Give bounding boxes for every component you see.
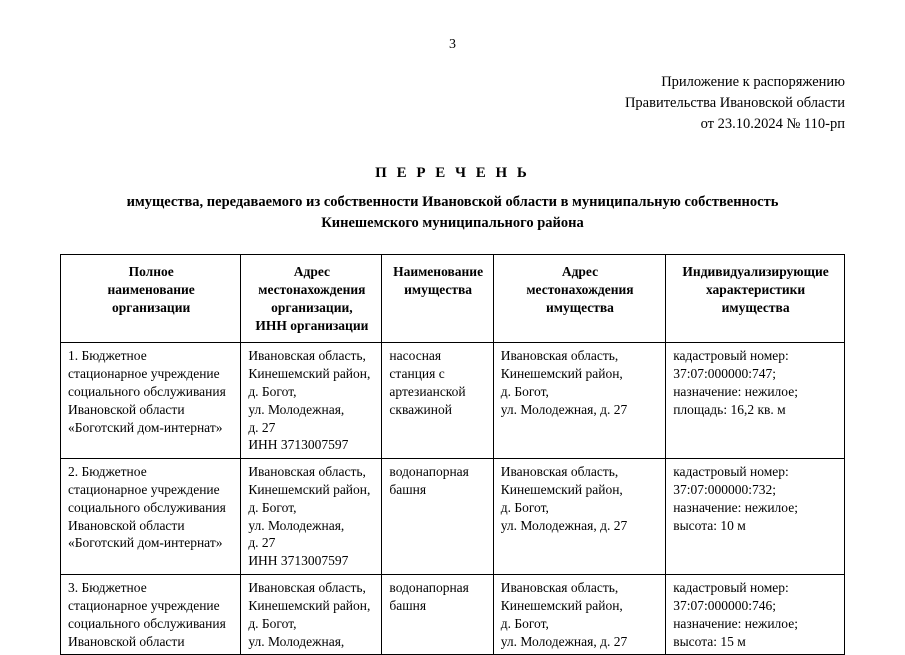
text-line: Кинешемский район, — [500, 366, 623, 382]
header-line: Полное — [128, 264, 174, 280]
text-line: Кинешемский район, — [500, 597, 623, 613]
property-table — [60, 254, 845, 655]
text-line: социального обслуживания — [68, 499, 226, 515]
text-line: башня — [389, 482, 427, 498]
text-line: д. 27 — [248, 419, 276, 435]
header-line: имущества — [404, 281, 473, 297]
cell-property-address — [493, 459, 665, 575]
text-line: назначение: нежилое; — [673, 615, 798, 631]
document-subtitle-line-2: Кинешемского муниципального района — [321, 215, 584, 232]
text-line: д. Богот, — [248, 499, 297, 515]
cell-organization-address — [241, 575, 382, 655]
text-line: кадастровый номер: — [673, 580, 789, 596]
text-line: 1. Бюджетное — [68, 348, 147, 364]
text-line: водонапорная — [389, 464, 469, 480]
cell-property-name — [382, 343, 493, 459]
cell-organization — [61, 343, 241, 459]
text-line: ул. Молодежная, — [248, 633, 345, 649]
cell-characteristics — [666, 459, 845, 575]
page-number: 3 — [449, 37, 456, 52]
cell-characteristics — [666, 575, 845, 655]
header-line: характеристики — [705, 281, 806, 297]
text-line: площадь: 16,2 кв. м — [673, 401, 786, 417]
header-line: Адрес — [561, 264, 599, 280]
text-line: водонапорная — [389, 580, 469, 596]
table-row — [61, 459, 845, 575]
text-line: д. Богот, — [500, 615, 549, 631]
column-header-property-name — [382, 255, 493, 343]
text-line: Кинешемский район, — [248, 482, 371, 498]
text-line: Кинешемский район, — [248, 597, 371, 613]
text-line: 37:07:000000:732; — [673, 482, 776, 498]
text-line: Кинешемский район, — [500, 482, 623, 498]
header-line: ИНН организации — [255, 317, 369, 333]
cell-organization-address — [241, 343, 382, 459]
cell-property-address — [493, 575, 665, 655]
column-header-characteristics — [666, 255, 845, 343]
cell-property-address — [493, 343, 665, 459]
cell-property-name — [382, 575, 493, 655]
text-line: назначение: нежилое; — [673, 499, 798, 515]
text-line: ул. Молодежная, — [248, 517, 345, 533]
text-line: Ивановская область, — [500, 464, 619, 480]
text-line: Ивановская область, — [248, 348, 366, 364]
text-line: кадастровый номер: — [673, 464, 789, 480]
table-row — [61, 575, 845, 655]
text-line: высота: 15 м — [673, 633, 746, 649]
text-line: насосная — [389, 348, 442, 364]
text-line: д. Богот, — [500, 383, 549, 399]
text-line: стационарное учреждение — [68, 366, 220, 382]
document-subtitle-line-1: имущества, передаваемого из собственности Ивановской области в муниципальную собственность — [126, 194, 779, 211]
document-title: П Е Р Е Ч Е Н Ь — [375, 165, 530, 182]
header-line: организации — [112, 299, 191, 315]
text-line: скважиной — [389, 401, 452, 417]
text-line: 3. Бюджетное — [68, 580, 147, 596]
text-line: ул. Молодежная, д. 27 — [500, 401, 628, 417]
text-line: Ивановская область, — [248, 580, 366, 596]
appendix-line-2: Правительства Ивановской области — [624, 95, 845, 112]
header-line: Наименование — [393, 264, 484, 280]
text-line: ул. Молодежная, — [248, 401, 345, 417]
text-line: Ивановская область, — [500, 580, 619, 596]
text-line: станция с — [389, 366, 445, 382]
header-line: местонахождения — [258, 281, 366, 297]
text-line: социального обслуживания — [68, 383, 226, 399]
text-line: назначение: нежилое; — [673, 383, 798, 399]
appendix-line-1: Приложение к распоряжению — [661, 74, 845, 90]
text-line: «Боготский дом-интернат» — [68, 535, 223, 551]
text-line: ул. Молодежная, д. 27 — [500, 517, 628, 533]
text-line: артезианской — [389, 383, 466, 399]
text-line: высота: 10 м — [673, 517, 746, 533]
text-line: ИНН 3713007597 — [248, 437, 349, 453]
text-line: 37:07:000000:747; — [673, 366, 776, 382]
text-line: башня — [389, 597, 427, 613]
cell-organization-address — [241, 459, 382, 575]
text-line: 2. Бюджетное — [68, 464, 147, 480]
header-line: организации, — [271, 299, 353, 315]
header-line: местонахождения — [526, 281, 634, 297]
text-line: «Боготский дом-интернат» — [68, 419, 223, 435]
header-line: Адрес — [293, 264, 330, 280]
text-line: Ивановской области — [68, 633, 185, 649]
text-line: д. Богот, — [248, 383, 297, 399]
text-line: социального обслуживания — [68, 615, 226, 631]
header-line: имущества — [721, 299, 790, 315]
text-line: 37:07:000000:746; — [673, 597, 776, 613]
table-row — [61, 343, 845, 459]
cell-organization — [61, 459, 241, 575]
column-header-organization — [61, 255, 241, 343]
appendix-line-3: от 23.10.2024 № 110-рп — [700, 116, 845, 133]
text-line: стационарное учреждение — [68, 597, 220, 613]
text-line: стационарное учреждение — [68, 482, 220, 498]
column-header-property-address — [493, 255, 665, 343]
text-line: Ивановской области — [68, 517, 185, 533]
text-line: Кинешемский район, — [248, 366, 371, 382]
document-subtitle — [60, 192, 845, 234]
text-line: кадастровый номер: — [673, 348, 789, 364]
header-line: имущества — [545, 299, 614, 315]
text-line: Ивановской области — [68, 401, 185, 417]
cell-characteristics — [666, 343, 845, 459]
text-line: Ивановская область, — [248, 464, 366, 480]
cell-organization — [61, 575, 241, 655]
text-line: д. Богот, — [248, 615, 297, 631]
column-header-organization-address — [241, 255, 382, 343]
text-line: д. 27 — [248, 535, 276, 551]
header-line: наименование — [107, 281, 195, 297]
appendix-reference — [60, 72, 845, 135]
text-line: д. Богот, — [500, 499, 549, 515]
cell-property-name — [382, 459, 493, 575]
text-line: ул. Молодежная, д. 27 — [500, 633, 628, 649]
table-header-row — [61, 255, 845, 343]
text-line: Ивановская область, — [500, 348, 619, 364]
header-line: Индивидуализирующие — [682, 264, 829, 280]
text-line: ИНН 3713007597 — [248, 553, 349, 569]
